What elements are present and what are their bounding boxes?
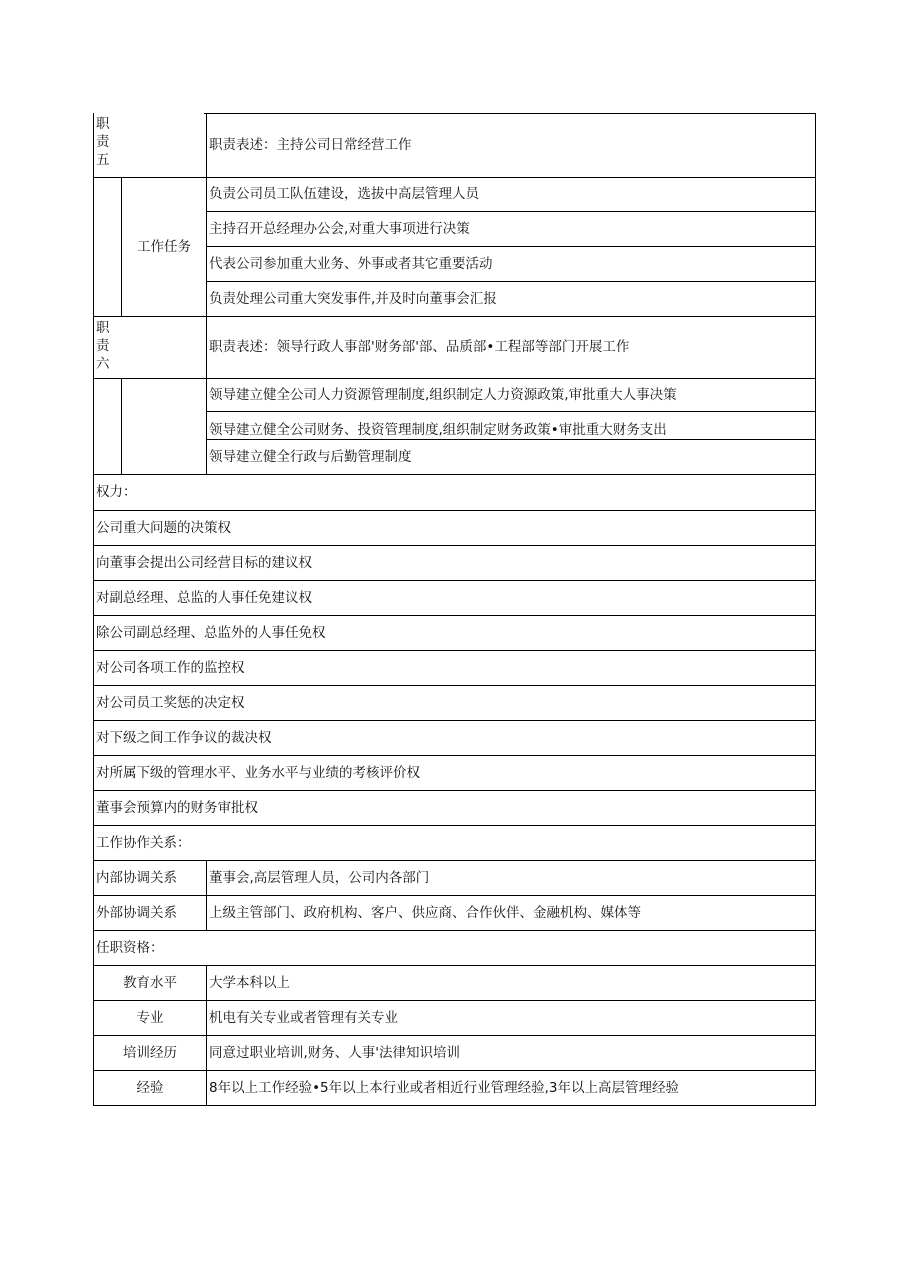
- authority-item: 对下级之间工作争议的裁决权: [94, 720, 816, 755]
- duty6-blank-cell: [94, 378, 122, 474]
- duty5-task: 代表公司参加重大业务、外事或者其它重要活动: [207, 246, 816, 281]
- authority-item: 对所属下级的管理水平、业务水平与业绩的考核评价权: [94, 755, 816, 790]
- qualification-value: 机电有关专业或者管理有关专业: [207, 1000, 816, 1035]
- relations-heading-row: [94, 825, 816, 860]
- authority-item: 对副总经理、总监的人事任免建议权: [94, 580, 816, 615]
- relations-label: 内部协调关系: [94, 860, 207, 895]
- authority-item: 除公司副总经理、总监外的人事任免权: [94, 615, 816, 650]
- authority-heading-row: [94, 474, 816, 510]
- qualification-value: 8年以上工作经验•5年以上本行业或者相近行业管理经验,3年以上高层管理经验: [207, 1070, 816, 1105]
- qualifications-heading: 任职资格：: [94, 930, 816, 965]
- authority-heading: 权力：: [94, 474, 816, 510]
- authority-row: [94, 720, 816, 755]
- duty6-task-row: [94, 378, 816, 411]
- authority-item: 对公司员工奖惩的决定权: [94, 685, 816, 720]
- duty5-label: 职 责 五: [94, 113, 207, 177]
- duty5-task-row: [94, 177, 816, 211]
- relations-heading: 工作协作关系：: [94, 825, 816, 860]
- duty6-task: 领导建立健全公司人力资源管理制度,组织制定人力资源政策,审批重大人事决策: [207, 378, 816, 411]
- duty5-task: 主持召开总经理办公会,对重大事项进行决策: [207, 211, 816, 246]
- qualification-row: [94, 1035, 816, 1070]
- duty6-label: 职 责 六: [94, 316, 207, 378]
- qualification-value: 大学本科以上: [207, 965, 816, 1000]
- duty5-task: 负责公司员工队伍建设，选拔中高层管理人员: [207, 177, 816, 211]
- job-description-table: [93, 113, 816, 1106]
- qualification-label: 教育水平: [94, 965, 207, 1000]
- qualifications-heading-row: [94, 930, 816, 965]
- qualification-value: 同意过职业培训,财务、人事'法律知识培训: [207, 1035, 816, 1070]
- relations-row: [94, 860, 816, 895]
- authority-row: [94, 510, 816, 545]
- authority-row: [94, 650, 816, 685]
- duty6-blank-label-cell: [122, 378, 207, 474]
- relations-label: 外部协调关系: [94, 895, 207, 930]
- authority-row: [94, 580, 816, 615]
- relations-value: 董事会,高层管理人员，公司内各部门: [207, 860, 816, 895]
- qualification-row: [94, 1000, 816, 1035]
- duty5-blank-cell: [94, 177, 122, 316]
- authority-item: 公司重大问题的决策权: [94, 510, 816, 545]
- duty6-description: 职责表述：领导行政人事部'财务部'部、品质部•工程部等部门开展工作: [207, 316, 816, 378]
- authority-item: 向董事会提出公司经营目标的建议权: [94, 545, 816, 580]
- relations-row: [94, 895, 816, 930]
- qualification-label: 培训经历: [94, 1035, 207, 1070]
- qualification-row: [94, 1070, 816, 1105]
- authority-row: [94, 615, 816, 650]
- qualification-row: [94, 965, 816, 1000]
- qualification-label: 专业: [94, 1000, 207, 1035]
- authority-item: 对公司各项工作的监控权: [94, 650, 816, 685]
- duty5-header-row: [94, 113, 816, 177]
- duty5-task: 负责处理公司重大突发事件,并及时向董事会汇报: [207, 281, 816, 316]
- authority-row: [94, 685, 816, 720]
- authority-row: [94, 755, 816, 790]
- authority-row: [94, 790, 816, 825]
- duty6-header-row: [94, 316, 816, 378]
- authority-item: 董事会预算内的财务审批权: [94, 790, 816, 825]
- duty5-description: 职责表述：主持公司日常经营工作: [207, 113, 816, 177]
- duty6-task: 领导建立健全行政与后勤管理制度: [207, 439, 816, 474]
- relations-value: 上级主管部门、政府机构、客户、供应商、合作伙伴、金融机构、媒体等: [207, 895, 816, 930]
- duty5-task-label: 工作任务: [122, 177, 207, 316]
- qualification-label: 经验: [94, 1070, 207, 1105]
- duty6-task: 领导建立健全公司财务、投资管理制度,组织制定财务政策•审批重大财务支出: [207, 411, 816, 439]
- authority-row: [94, 545, 816, 580]
